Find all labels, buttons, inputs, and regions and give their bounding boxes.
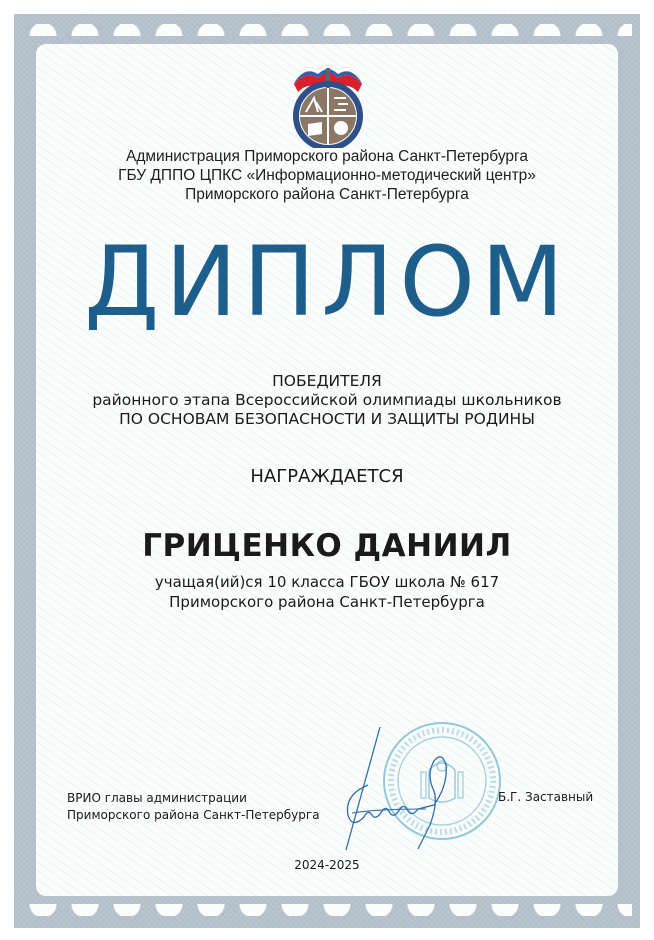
winner-line: районного этапа Всероссийской олимпиады школьников (92, 391, 562, 409)
signatory-position (67, 790, 320, 824)
signatory-position-line: ВРИО главы администрации (67, 791, 247, 805)
awarded-label: НАГРАЖДАЕТСЯ (250, 466, 404, 487)
border-scallop-top (22, 24, 632, 36)
signature-icon (338, 725, 478, 855)
signatory-position-line: Приморского района Санкт-Петербурга (67, 808, 320, 822)
recipient-line: Приморского района Санкт-Петербурга (169, 593, 485, 611)
signatory-name: Б.Г. Заставный (498, 790, 594, 804)
academic-year: 2024-2025 (294, 858, 360, 872)
winner-line: ПОБЕДИТЕЛЯ (272, 372, 382, 390)
issuer-line: ГБУ ДППО ЦПКС «Информационно-методический центр» (118, 167, 536, 184)
recipient-line: учащая(ий)ся 10 класса ГБОУ школа № 617 (154, 573, 500, 591)
issuer-line: Администрация Приморского района Санкт-Петербурга (126, 148, 528, 165)
diploma-title: ДИПЛОМ (84, 226, 570, 338)
issuer-line: Приморского района Санкт-Петербурга (185, 186, 469, 203)
recipient-name: ГРИЦЕНКО ДАНИИЛ (142, 528, 512, 564)
recipient-details (0, 572, 654, 612)
winner-description (0, 372, 654, 429)
winner-line: ПО ОСНОВАМ БЕЗОПАСНОСТИ И ЗАЩИТЫ РОДИНЫ (119, 410, 535, 428)
olympiad-emblem-icon (288, 62, 368, 148)
border-scallop-bottom (22, 904, 632, 916)
issuer-header (0, 147, 654, 204)
